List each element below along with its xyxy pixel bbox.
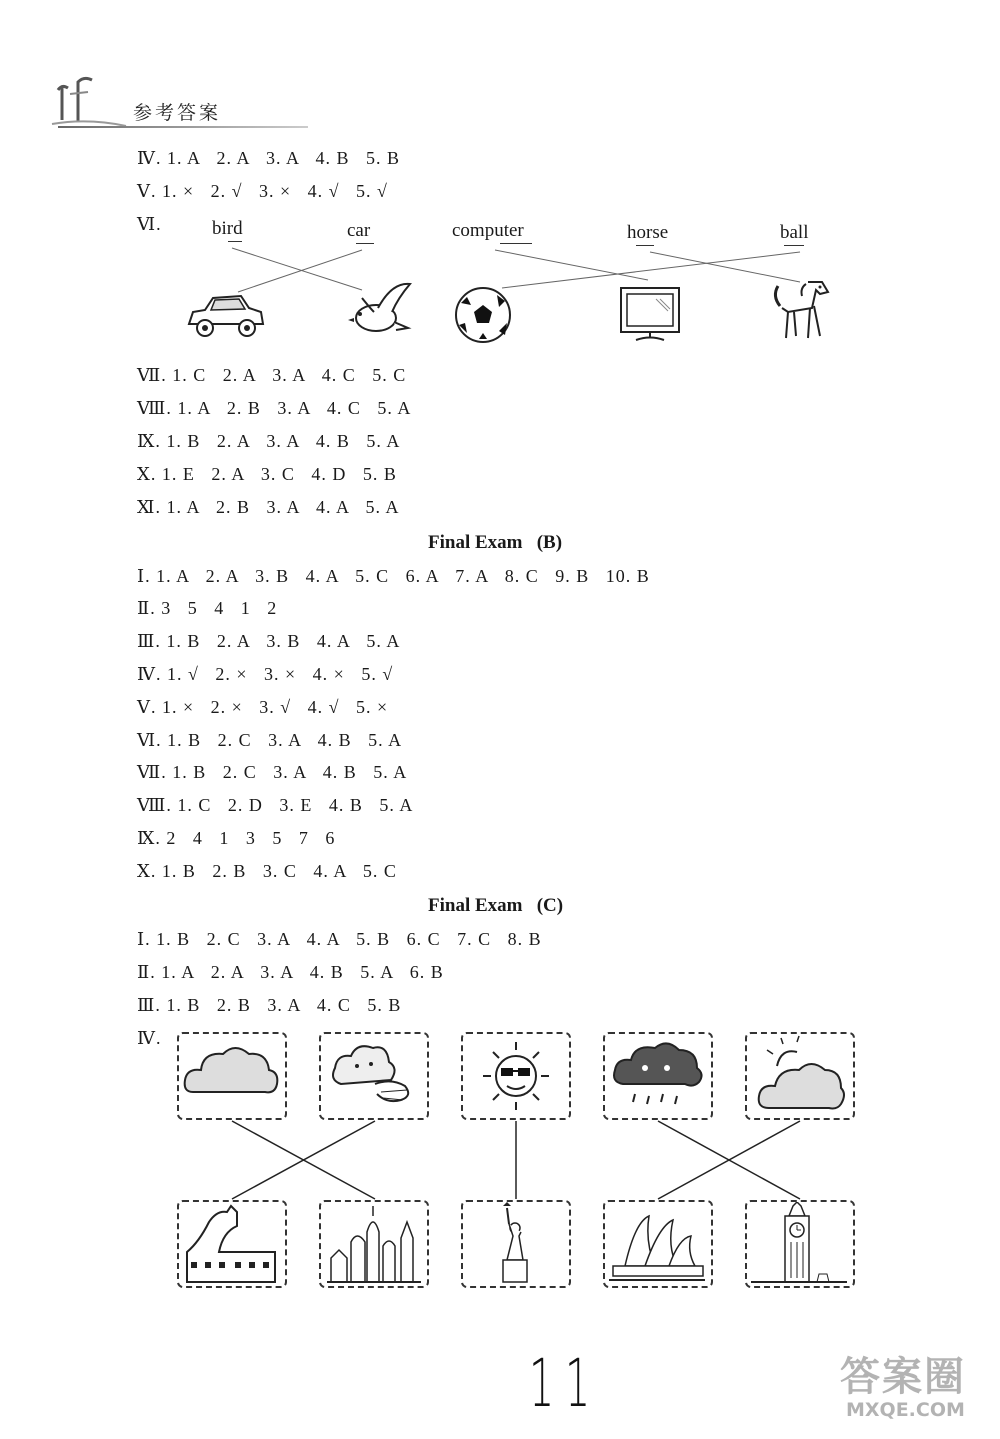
kremlin-icon [321, 1202, 427, 1286]
matching-word-ball: ball [780, 222, 809, 243]
answer-line: Ⅷ. 1. A 2. B 3. A 4. C 5. A [137, 398, 412, 418]
partly-cloudy-icon [747, 1034, 853, 1118]
section-title-exam-b: Final Exam (B) [428, 532, 563, 553]
statue-of-liberty-icon [463, 1202, 569, 1286]
matching-word-car: car [347, 220, 371, 241]
matching-word-computer: computer [452, 220, 524, 241]
answer-line: Ⅰ. 1. B 2. C 3. A 4. A 5. B 6. C 7. C 8. B [137, 929, 542, 949]
cloudy-icon [179, 1034, 285, 1118]
picture-box [603, 1032, 713, 1120]
watermark [840, 1345, 990, 1435]
answer-line: Ⅸ. 2 4 1 3 5 7 6 [137, 828, 336, 848]
answer-line: Ⅶ. 1. C 2. A 3. A 4. C 5. C [137, 365, 407, 385]
answer-line: Ⅴ. 1. × 2. √ 3. × 4. √ 5. √ [137, 181, 388, 201]
big-ben-icon [747, 1202, 853, 1286]
answer-line: Ⅳ. 1. A 2. A 3. A 4. B 5. B [137, 148, 401, 168]
matching-word-bird: bird [212, 218, 243, 239]
answer-line: Ⅹ. 1. E 2. A 3. C 4. D 5. B [137, 464, 397, 484]
answer-line: Ⅸ. 1. B 2. A 3. A 4. B 5. A [137, 431, 401, 451]
watermark-en: MXQE.COM [846, 1399, 965, 1421]
answer-line: Ⅶ. 1. B 2. C 3. A 4. B 5. A [137, 762, 408, 782]
picture-box [319, 1032, 429, 1120]
football-icon [453, 285, 513, 345]
sydney-opera-house-icon [605, 1202, 711, 1286]
car-icon [183, 288, 268, 343]
answer-line: Ⅰ. 1. A 2. A 3. B 4. A 5. C 6. A 7. A 8. C 9. B 10. B [137, 566, 650, 586]
picture-box [461, 1200, 571, 1288]
answer-line: Ⅷ. 1. C 2. D 3. E 4. B 5. A [137, 795, 414, 815]
picture-box [745, 1032, 855, 1120]
rainy-icon [605, 1034, 711, 1118]
monitor-icon [618, 285, 682, 345]
picture-box [603, 1200, 713, 1288]
answer-line: Ⅵ. 1. B 2. C 3. A 4. B 5. A [137, 730, 403, 750]
bird-icon [348, 280, 413, 340]
matching-word-horse: horse [627, 222, 669, 243]
section-title-exam-c: Final Exam (C) [428, 895, 564, 916]
answer-line: Ⅱ. 1. A 2. A 3. A 4. B 5. A 6. B [137, 962, 444, 982]
picture-box [177, 1032, 287, 1120]
picture-box [177, 1200, 287, 1288]
page-number: 11 [528, 1345, 601, 1422]
horse-icon [770, 278, 832, 353]
windy-icon [321, 1034, 427, 1118]
answer-line: Ⅳ. 1. √ 2. × 3. × 4. × 5. √ [137, 664, 394, 684]
answer-line: Ⅺ. 1. A 2. B 3. A 4. A 5. A [137, 497, 400, 517]
picture-box [745, 1200, 855, 1288]
sunny-icon [463, 1034, 569, 1118]
great-wall-icon [179, 1202, 285, 1286]
weather-landmark-connector-lines [0, 1115, 1000, 1205]
answer-line: Ⅱ. 3 5 4 1 2 [137, 598, 278, 618]
answer-line: Ⅴ. 1. × 2. × 3. √ 4. √ 5. × [137, 697, 389, 717]
header-title: 参考答案 [133, 102, 222, 124]
answer-line-matching: Ⅳ. [137, 1028, 162, 1048]
picture-box [461, 1032, 571, 1120]
watermark-cn: 答案圈 [840, 1354, 966, 1400]
answer-line: Ⅲ. 1. B 2. A 3. B 4. A 5. A [137, 631, 401, 651]
answer-line-matching: Ⅵ. [137, 214, 162, 234]
answer-line: Ⅹ. 1. B 2. B 3. C 4. A 5. C [137, 861, 397, 881]
answer-line: Ⅲ. 1. B 2. B 3. A 4. C 5. B [137, 995, 402, 1015]
picture-box [319, 1200, 429, 1288]
